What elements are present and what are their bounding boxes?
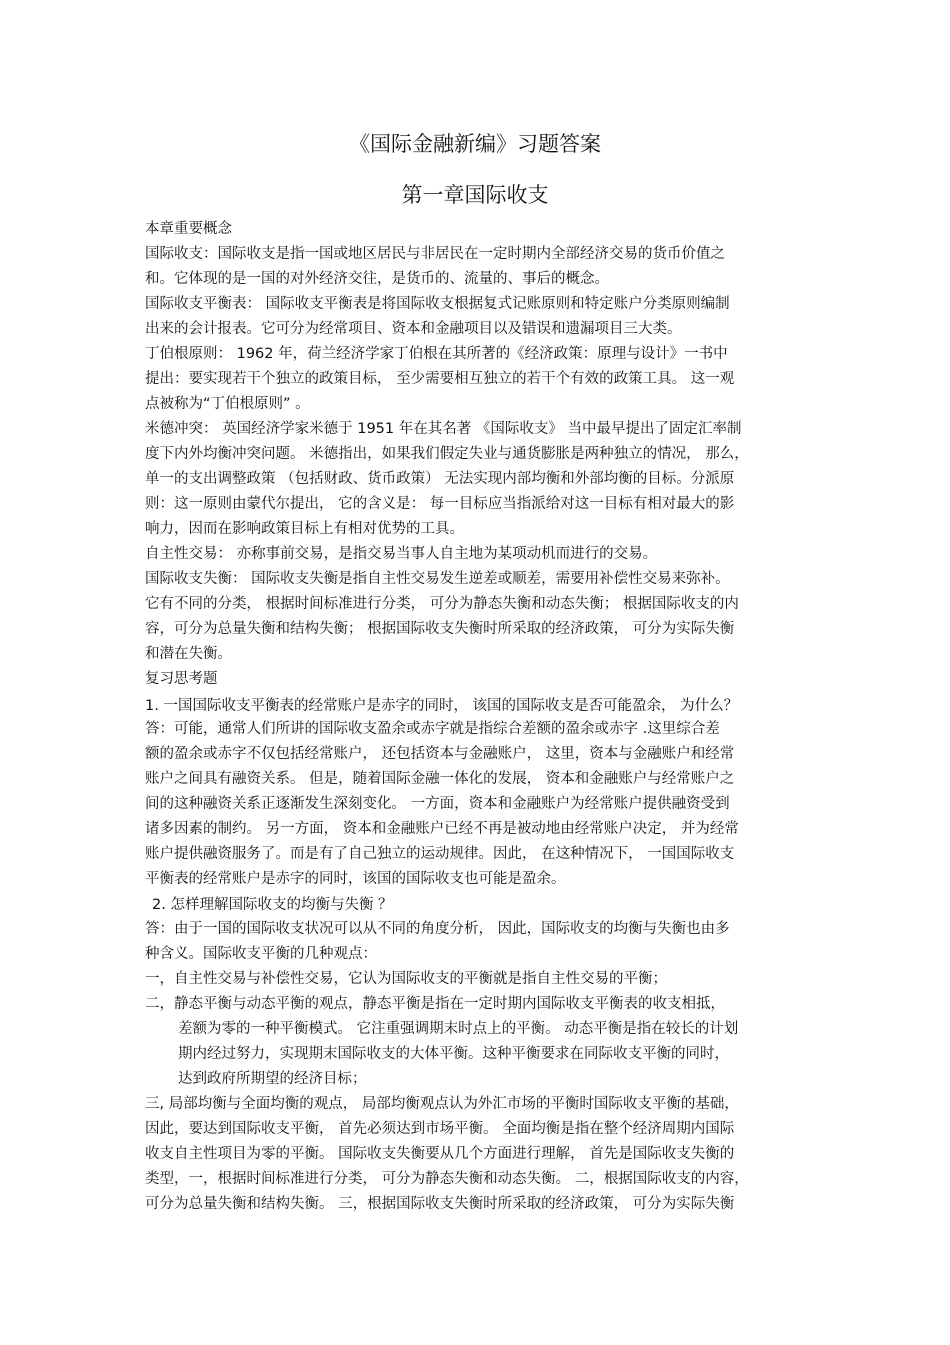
text-line: 达到政府所期望的经济目标； [178,1071,367,1087]
text-line: 丁伯根原则： 1962 年，荷兰经济学家丁伯根在其所著的《经济政策：原理与设计》一书中 [145,346,728,362]
text-line: 间的这种融资关系正逐渐发生深刻变化。 一方面，资本和金融账户为经常账户提供融资受到 [145,796,730,812]
text-line: 三, 局部均衡与全面均衡的观点， 局部均衡观点认为外汇市场的平衡时国际收支平衡的基础， [145,1096,739,1112]
text-line: 它有不同的分类， 根据时间标准进行分类， 可分为静态失衡和动态失衡； 根据国际收支的内 [145,596,739,612]
text-line: 可分为总量失衡和结构失衡。 三，根据国际收支失衡时所采取的经济政策， 可分为实际失衡 [145,1196,735,1212]
text-line: 诸多因素的制约。 另一方面， 资本和金融账户已经不再是被动地由经常账户决定， 并为经常 [145,821,739,837]
text-line: 国际收支：国际收支是指一国或地区居民与非居民在一定时期内全部经济交易的货币价值之 [145,246,725,262]
text-line: 期内经过努力，实现期末国际收支的大体平衡。这种平衡要求在同际收支平衡的同时， [178,1046,729,1062]
text-line: 差额为零的一种平衡模式。 它注重强调期末时点上的平衡。 动态平衡是指在较长的计划 [178,1021,739,1037]
text-line: 容，可分为总量失衡和结构失衡； 根据国际收支失衡时所采取的经济政策， 可分为实际失衡 [145,621,735,637]
text-line: 单一的支出调整政策 （包括财政、货币政策） 无法实现内部均衡和外部均衡的目标。分派原 [145,471,735,487]
chapter-title: 第一章国际收支 [401,183,549,207]
text-line: 额的盈余或赤字不仅包括经常账户， 还包括资本与金融账户， 这里，资本与金融账户和经常 [145,746,735,762]
text-line: 提出：要实现若干个独立的政策目标， 至少需要相互独立的若干个有效的政策工具。 这一观 [145,371,735,387]
text-line: 答：可能，通常人们所讲的国际收支盈余或赤字就是指综合差额的盈余或赤字 .这里综合差 [145,721,720,737]
text-line: 国际收支失衡： 国际收支失衡是指自主性交易发生逆差或顺差，需要用补偿性交易来弥补。 [145,571,730,587]
text-line: 二，静态平衡与动态平衡的观点，静态平衡是指在一定时期内国际收支平衡表的收支相抵， [145,996,725,1012]
question-line: 1. 一国国际收支平衡表的经常账户是赤字的同时， 该国的国际收支是否可能盈余， 为什么？ [145,698,739,714]
document-title: 《国际金融新编》习题答案 [349,132,601,156]
text-line: 因此，要达到国际收支平衡， 首先必须达到市场平衡。 全面均衡是指在整个经济周期内国际 [145,1121,735,1137]
section-heading: 本章重要概念 [145,221,232,237]
text-line: 类型，一，根据时间标准进行分类， 可分为静态失衡和动态失衡。 二，根据国际收支的内容， [145,1171,749,1187]
text-line: 和。它体现的是一国的对外经济交往，是货币的、流量的、事后的概念。 [145,271,609,287]
text-line: 则：这一原则由蒙代尔提出， 它的含义是： 每一目标应当指派给对这一目标有相对最大的影 [145,496,735,512]
section-heading: 复习思考题 [145,671,218,687]
text-line: 米德冲突： 英国经济学家米德于 1951 年在其名著 《国际收支》 当中最早提出了固定汇率制 [145,421,742,437]
text-line: 种含义。国际收支平衡的几种观点： [145,946,377,962]
text-line: 响力，因而在影响政策目标上有相对优势的工具。 [145,521,464,537]
question-line: 2. 怎样理解国际收支的均衡与失衡 ？ [152,897,393,913]
text-line: 答：由于一国的国际收支状况可以从不同的角度分析， 因此，国际收支的均衡与失衡也由多 [145,921,730,937]
text-line: 一，自主性交易与补偿性交易，它认为国际收支的平衡就是指自主性交易的平衡； [145,971,667,987]
text-line: 国际收支平衡表： 国际收支平衡表是将国际收支根据复式记账原则和特定账户分类原则编制 [145,296,730,312]
text-line: 收支自主性项目为零的平衡。 国际收支失衡要从几个方面进行理解， 首先是国际收支失衡的 [145,1146,735,1162]
text-line: 度下内外均衡冲突问题。 米德指出，如果我们假定失业与通货膨胀是两种独立的情况， 那么， [145,446,749,462]
text-line: 账户提供融资服务了。而是有了自己独立的运动规律。因此， 在这种情况下， 一国国际收支 [145,846,735,862]
text-line: 和潜在失衡。 [145,646,232,662]
text-line: 平衡表的经常账户是赤字的同时，该国的国际收支也可能是盈余。 [145,871,566,887]
text-line: 点被称为“丁伯根原则” 。 [145,396,310,412]
text-line: 出来的会计报表。它可分为经常项目、资本和金融项目以及错误和遗漏项目三大类。 [145,321,682,337]
text-line: 账户之间具有融资关系。 但是，随着国际金融一体化的发展， 资本和金融账户与经常账户之 [145,771,735,787]
text-line: 自主性交易： 亦称事前交易，是指交易当事人自主地为某项动机而进行的交易。 [145,546,658,562]
